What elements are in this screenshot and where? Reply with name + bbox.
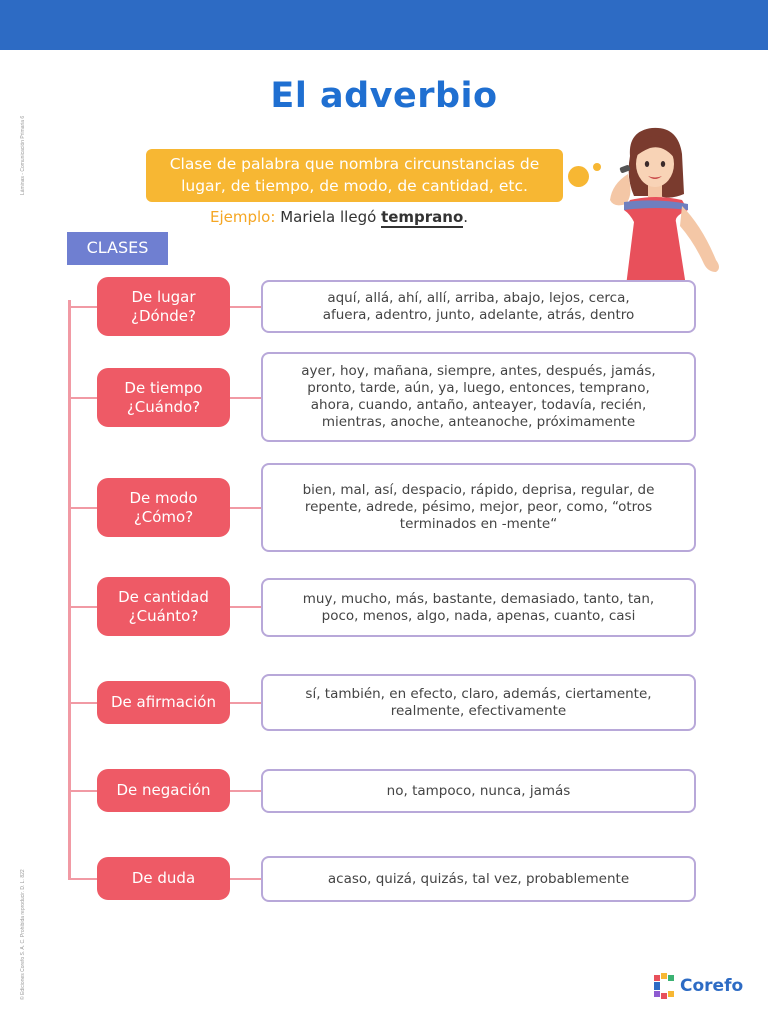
examples-line: mientras, anoche, anteanoche, próximamente <box>321 414 636 430</box>
category-question: ¿Cómo? <box>133 507 194 526</box>
example-connector <box>230 702 262 704</box>
examples-line: bien, mal, así, despacio, rápido, deprisa, regular, de <box>302 482 655 498</box>
examples-line: pronto, tarde, aún, ya, luego, entonces, temprano, <box>307 380 650 396</box>
example-connector <box>230 790 262 792</box>
corefo-logo-text: Corefo <box>680 976 744 996</box>
category-box-negacion <box>97 769 230 812</box>
examples-line: repente, adrede, pésimo, mejor, peor, como, “otros <box>304 499 653 515</box>
examples-box-lugar <box>261 280 696 333</box>
category-question: ¿Cuánto? <box>128 606 199 625</box>
thought-bubble-large <box>568 166 589 187</box>
category-box-afirmacion <box>97 681 230 724</box>
examples-line: afuera, adentro, junto, adelante, atrás, dentro <box>322 306 635 323</box>
examples-box-afirmacion <box>261 674 696 731</box>
category-box-duda <box>97 857 230 900</box>
page-title: El adverbio <box>270 76 498 116</box>
definition-line-1: Clase de palabra que nombra circunstancias de <box>169 155 540 173</box>
example-connector <box>230 306 262 308</box>
top-band <box>0 0 768 50</box>
side-caption-top: Láminas - Comunicación Primaria 6 <box>20 115 26 195</box>
category-name: De tiempo <box>124 378 203 397</box>
examples-line: ahora, cuando, antaño, anteayer, todavía, recién, <box>310 397 647 413</box>
definition-box <box>146 149 563 202</box>
examples-line: ayer, hoy, mañana, siempre, antes, después, jamás, <box>301 363 656 379</box>
corefo-logo-icon <box>654 973 676 999</box>
example-period: . <box>463 208 469 226</box>
examples-line: terminados en -mente“ <box>399 516 558 532</box>
category-name: De lugar <box>131 287 196 306</box>
examples-box-negacion <box>261 769 696 813</box>
example-label: Ejemplo: <box>210 208 276 226</box>
side-caption-bottom: © Ediciones Corefo S. A. C. Prohibida reproducir. D. L. 822 <box>20 869 26 1000</box>
branch-connector <box>70 702 98 704</box>
clases-tab: CLASES <box>67 232 168 265</box>
branch-connector <box>70 507 98 509</box>
example-connector <box>230 397 262 399</box>
definition-line-2: lugar, de tiempo, de modo, de cantidad, etc. <box>181 177 528 195</box>
examples-line: acaso, quizá, quizás, tal vez, probablemente <box>327 870 630 887</box>
tree-connector-vertical <box>68 300 71 880</box>
example-highlight-word: temprano <box>381 208 464 226</box>
examples-line: sí, también, en efecto, claro, además, ciertamente, <box>305 685 652 702</box>
example-connector <box>230 606 262 608</box>
examples-box-modo <box>261 463 696 552</box>
category-question: ¿Dónde? <box>131 306 196 325</box>
example-connector <box>230 878 262 880</box>
girl-illustration <box>590 126 730 286</box>
example-sentence <box>210 208 468 226</box>
branch-connector <box>70 878 98 880</box>
branch-connector <box>70 790 98 792</box>
examples-line: realmente, efectivamente <box>390 702 567 719</box>
corefo-logo <box>654 973 743 999</box>
branch-connector <box>70 397 98 399</box>
example-text: Mariela llegó <box>280 208 377 226</box>
branch-connector <box>70 606 98 608</box>
examples-line: poco, menos, algo, nada, apenas, cuanto, casi <box>321 607 636 624</box>
category-name: De cantidad <box>118 587 209 606</box>
examples-line: no, tampoco, nunca, jamás <box>386 782 571 799</box>
category-name: De duda <box>131 869 196 887</box>
examples-box-cantidad <box>261 578 696 637</box>
category-name: De negación <box>116 781 211 799</box>
category-name: De afirmación <box>111 693 216 711</box>
category-box-modo <box>97 478 230 537</box>
branch-connector <box>70 306 98 308</box>
category-name: De modo <box>129 488 198 507</box>
examples-line: muy, mucho, más, bastante, demasiado, tanto, tan, <box>302 590 655 607</box>
category-question: ¿Cuándo? <box>126 397 201 416</box>
category-box-lugar <box>97 277 230 336</box>
examples-box-tiempo <box>261 352 696 442</box>
examples-box-duda <box>261 856 696 902</box>
example-connector <box>230 507 262 509</box>
examples-line: aquí, allá, ahí, allí, arriba, abajo, lejos, cerca, <box>327 289 630 306</box>
category-box-cantidad <box>97 577 230 636</box>
category-box-tiempo <box>97 368 230 427</box>
